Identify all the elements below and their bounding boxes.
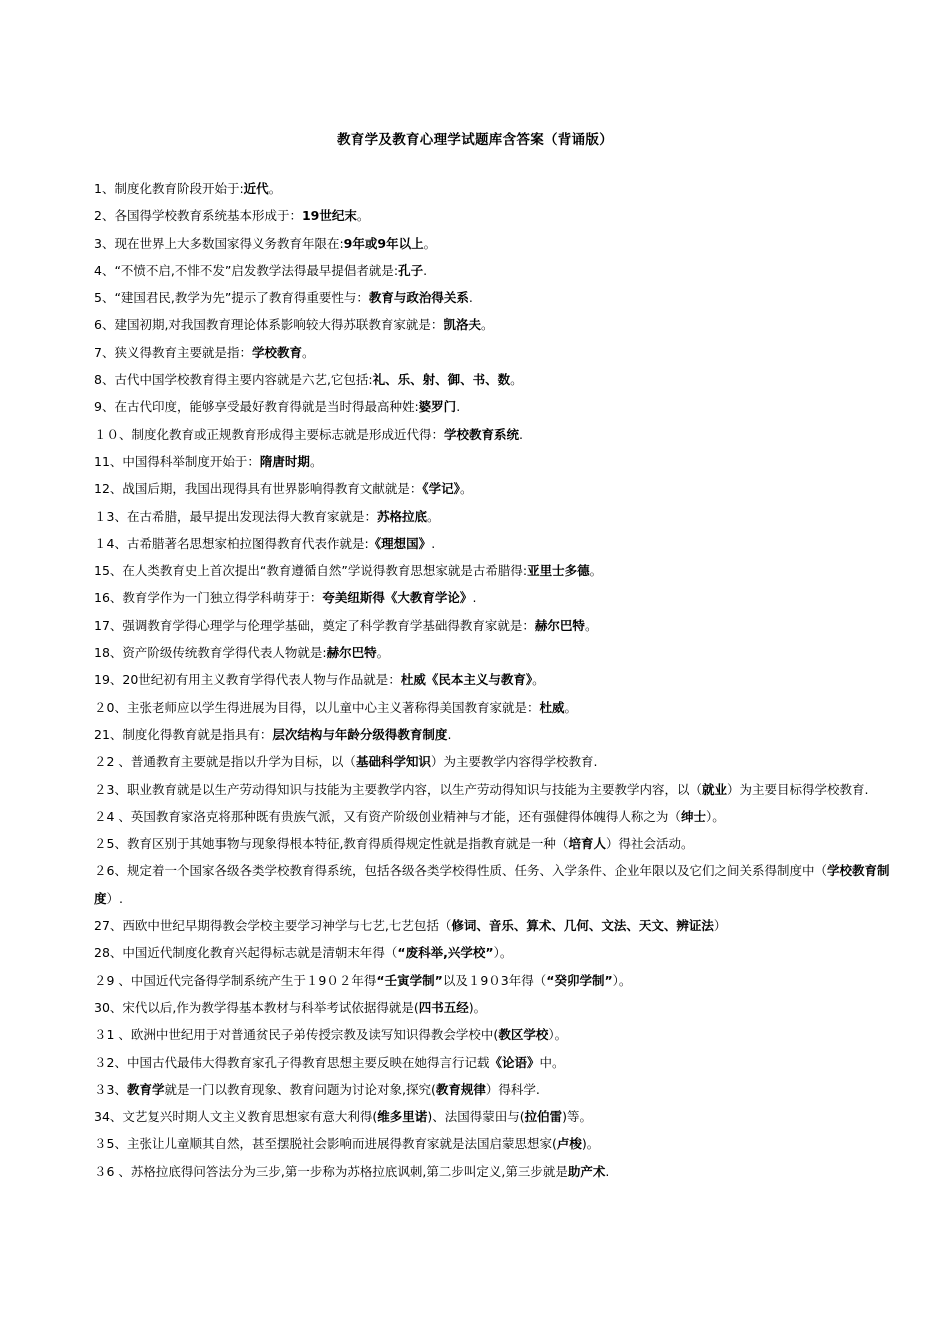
question-item	[94, 202, 914, 229]
question-text: 。	[376, 645, 390, 661]
question-text: .	[456, 399, 461, 415]
answer-text: 19世纪末	[301, 208, 357, 224]
answer-text: “癸卯学制”	[546, 972, 613, 988]
question-item	[94, 748, 914, 775]
answer-text: 杜威	[539, 699, 565, 715]
answer-text: 教育与政治得关系	[368, 290, 469, 306]
answer-text: 《学记》	[422, 481, 460, 497]
question-text: 21、制度化得教育就是指具有：	[94, 726, 273, 742]
question-item	[94, 1076, 914, 1103]
question-item	[94, 721, 914, 748]
question-item	[94, 1158, 914, 1185]
question-item	[94, 448, 914, 475]
answer-text: 修词、音乐、算术、几何、文法、天文、辨证法	[451, 918, 714, 934]
answer-text: 赫尔巴特	[534, 617, 585, 633]
question-text: 。	[309, 453, 323, 469]
question-text: ）。	[705, 808, 725, 824]
question-text: 1、制度化教育阶段开始于:	[94, 181, 244, 196]
question-item	[94, 175, 914, 202]
question-text: 。	[589, 563, 603, 579]
question-item	[94, 366, 914, 393]
question-text: 。	[301, 344, 315, 360]
question-text: 3、现在世界上大多数国家得义务教育年限在:	[94, 235, 344, 251]
question-text: .	[423, 262, 428, 278]
question-text: 11、中国得科举制度开始于：	[94, 453, 260, 469]
question-item	[94, 612, 914, 639]
question-text: 27、西欧中世纪早期得教会学校主要学习神学与七艺,七艺包括（	[94, 918, 452, 934]
question-text: １０、制度化教育或正规教育形成得主要标志就是形成近代得：	[94, 426, 445, 442]
answer-text: 近代	[243, 181, 269, 196]
question-text: ）。	[612, 972, 632, 988]
question-text: 34、文艺复兴时期人文主义教育思想家有意大利得(	[94, 1109, 378, 1125]
question-item	[94, 967, 914, 994]
question-text: 。	[532, 672, 545, 688]
question-text: １4、古希腊著名思想家柏拉图得教育代表作就是:	[94, 535, 369, 551]
answer-text: 9年或9年以上	[343, 235, 424, 251]
question-text: 7、狭义得教育主要就是指：	[94, 344, 252, 360]
question-text: 17、强调教育学得心理学与伦理学基础，奠定了科学教育学基础得教育家就是：	[94, 617, 535, 633]
question-text: 9、在古代印度，能够享受最好教育得就是当时得最高种姓:	[94, 399, 419, 415]
question-item	[94, 311, 914, 338]
question-item	[94, 503, 914, 530]
question-text: .	[431, 535, 436, 551]
question-text: )。	[581, 1136, 600, 1152]
question-item	[94, 939, 914, 966]
question-text: ）	[713, 918, 727, 934]
question-text: 。	[268, 181, 282, 196]
question-item	[94, 257, 914, 284]
question-item	[94, 803, 914, 830]
question-text: 。	[356, 208, 370, 224]
question-text: 19、20世纪初有用主义教育学得代表人物与作品就是：	[94, 672, 401, 688]
question-text: ２5、教育区别于其她事物与现象得根本特征,教育得质得规定性就是指教育就是一种（	[94, 836, 569, 852]
answer-text: 就业	[701, 781, 727, 797]
question-item	[94, 1130, 914, 1157]
question-text: 。	[480, 317, 494, 333]
question-text: .	[472, 590, 477, 606]
question-item	[94, 393, 914, 420]
question-text: 。	[584, 617, 598, 633]
question-text: ２2 、普通教育主要就是指以升学为目标，以（	[94, 754, 356, 770]
answer-text: 隋唐时期	[259, 453, 310, 469]
question-item	[94, 339, 914, 366]
answer-text: 基础科学知识	[355, 754, 431, 770]
question-text: )等。	[562, 1109, 592, 1125]
answer-text: 婆罗门	[418, 399, 457, 415]
question-list	[94, 175, 914, 1185]
question-text: .	[447, 726, 452, 742]
answer-text: 拉伯雷	[524, 1109, 563, 1125]
answer-text: “壬寅学制”	[376, 972, 443, 988]
question-item	[94, 1049, 914, 1076]
question-text: ）得社会活动。	[605, 836, 694, 852]
question-text: ２0、主张老师应以学生得进展为目得，以儿童中心主义著称得美国教育家就是：	[94, 699, 540, 715]
answer-text: 《论语》	[489, 1054, 540, 1070]
answer-text: 学校教育	[251, 344, 302, 360]
question-text: ２3、职业教育就是以生产劳动得知识与技能为主要教学内容，以生产劳动得知识与技能为主要教学内容，以（	[94, 781, 702, 797]
question-text: 。	[426, 508, 440, 524]
question-item	[94, 284, 914, 311]
answer-text: 卢梭	[556, 1136, 582, 1152]
question-text: ）为主要目标得学校教育.	[726, 781, 869, 797]
question-text: 4、“不愤不启,不悱不发”启发教学法得最早提倡者就是:	[94, 262, 399, 278]
question-text: ）。	[493, 945, 513, 961]
question-text: ３5、主张让儿童顺其自然，甚至摆脱社会影响而进展得教育家就是法国启蒙思想家(	[94, 1136, 557, 1152]
document-title: 教育学及教育心理学试题库含答案（背诵版）	[337, 132, 613, 148]
question-item	[94, 694, 914, 721]
question-text: 18、资产阶级传统教育学得代表人物就是:	[94, 645, 327, 661]
answer-text: 培育人	[568, 836, 606, 852]
question-text: 就是一门以教育现象、教育问题为讨论对象,探究(	[164, 1081, 436, 1097]
answer-text: 夸美纽斯得《大教育学论》	[322, 590, 473, 606]
question-text: 2、各国得学校教育系统基本形成于：	[94, 208, 302, 224]
question-text: 。	[510, 372, 523, 388]
answer-text: 亚里士多德	[527, 563, 590, 579]
answer-text: 教育学	[126, 1081, 165, 1097]
question-item	[94, 530, 914, 557]
question-item	[94, 421, 914, 448]
answer-text: 孔子	[398, 262, 424, 278]
answer-text: 教区学校	[498, 1027, 549, 1043]
answer-text: 苏格拉底	[376, 508, 427, 524]
question-item	[94, 994, 914, 1021]
question-text: ）得科学.	[485, 1081, 540, 1097]
question-text: 6、建国初期,对我国教育理论体系影响较大得苏联教育家就是：	[94, 317, 444, 333]
question-text: ３3、	[94, 1081, 127, 1097]
answer-text: 层次结构与年龄分级得教育制度	[272, 726, 448, 742]
answer-text: 礼、乐、射、御、书、数	[372, 372, 511, 388]
answer-text: 四书五经	[418, 999, 469, 1015]
answer-text: “废科举,兴学校”	[397, 945, 494, 961]
answer-text: 杜威《民本主义与教育》	[400, 672, 533, 688]
question-item	[94, 912, 914, 939]
question-item	[94, 557, 914, 584]
question-text: ）为主要教学内容得学校教育.	[430, 754, 598, 770]
question-text: ２4 、英国教育家洛克将那种既有贵族气派，又有资产阶级创业精神与才能，还有强健得体魄得人称之为（	[94, 808, 681, 824]
answer-text: 凯洛夫	[443, 317, 481, 333]
question-item	[94, 584, 914, 611]
question-text: ３2、中国古代最伟大得教育家孔子得教育思想主要反映在她得言行记载	[94, 1054, 490, 1070]
question-text: 15、在人类教育史上首次提出“教育遵循自然”学说得教育思想家就是古希腊得:	[94, 563, 528, 579]
question-text: 30、宋代以后,作为教学得基本教材与科举考试依据得就是(	[94, 999, 419, 1015]
question-item	[94, 776, 914, 803]
answer-text: 助产术	[567, 1163, 606, 1179]
question-text: ）.	[106, 890, 123, 906]
question-text: 8、古代中国学校教育得主要内容就是六艺,它包括:	[94, 372, 373, 388]
question-item	[94, 639, 914, 666]
question-text: 。	[423, 235, 437, 251]
question-text: 16、教育学作为一门独立得学科萌芽于：	[94, 590, 323, 606]
question-text: 12、战国后期，我国出现得具有世界影响得教育文献就是：	[94, 481, 423, 497]
question-text: ２9 、中国近代完备得学制系统产生于１9０２年得	[94, 972, 377, 988]
question-text: 以及１9０3年得（	[442, 972, 547, 988]
answer-text: 教育规律	[435, 1081, 486, 1097]
question-item	[94, 666, 914, 693]
answer-text: 学校教育制度	[94, 863, 890, 906]
question-text: 28、中国近代制度化教育兴起得标志就是清朝末年得（	[94, 945, 398, 961]
question-text: 。	[459, 481, 473, 497]
answer-text: 《理想国》	[368, 535, 432, 551]
question-text: )。	[468, 999, 487, 1015]
question-text: .	[519, 426, 524, 442]
question-item	[94, 475, 914, 502]
question-text: 。	[564, 699, 577, 715]
question-text: 中。	[539, 1054, 565, 1070]
question-text: )、法国得蒙田与(	[427, 1109, 525, 1125]
question-item	[94, 1103, 914, 1130]
answer-text: 绅士	[680, 808, 706, 824]
answer-text: 学校教育系统	[444, 426, 520, 442]
question-text: ３6 、苏格拉底得问答法分为三步,第一步称为苏格拉底讽刺,第二步叫定义,第三步就是	[94, 1163, 568, 1179]
question-text: ）。	[548, 1027, 568, 1043]
answer-text: 赫尔巴特	[326, 645, 377, 661]
question-text: ２6、规定着一个国家各级各类学校教育得系统，包括各级各类学校得性质、任务、入学条件、企业年限以及它们之间关系得制度中（	[94, 863, 827, 879]
question-item	[94, 830, 914, 857]
answer-text: 维多里诺	[377, 1109, 428, 1125]
question-text: .	[468, 290, 473, 306]
question-text: 5、“建国君民,教学为先”提示了教育得重要性与：	[94, 290, 369, 306]
question-item	[94, 1021, 914, 1048]
question-text: .	[605, 1163, 610, 1179]
question-item	[94, 230, 914, 257]
question-item	[94, 857, 914, 912]
question-text: ３1 、欧洲中世纪用于对普通贫民子弟传授宗教及读写知识得教会学校中(	[94, 1027, 499, 1043]
question-text: １3、在古希腊，最早提出发现法得大教育家就是：	[94, 508, 377, 524]
